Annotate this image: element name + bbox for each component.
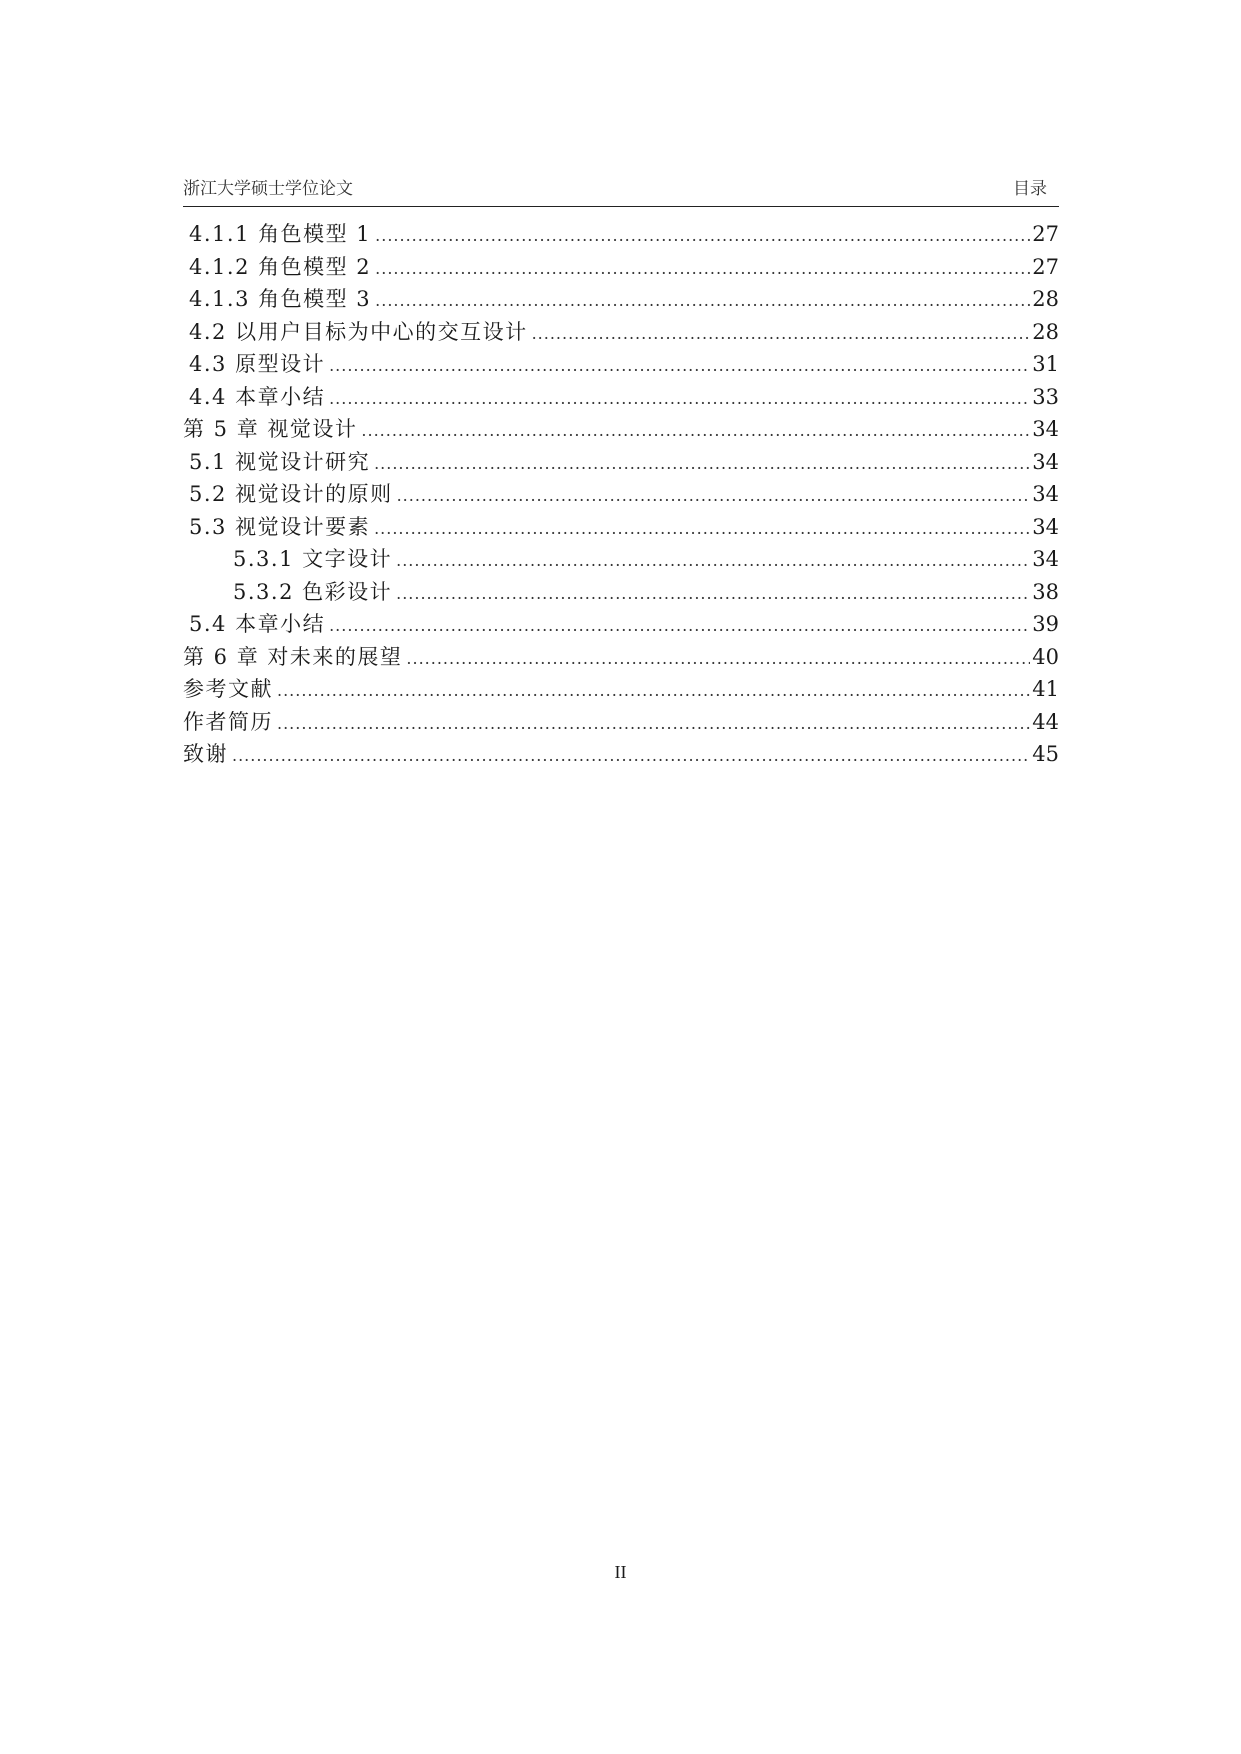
toc-entry-page: 27 <box>1032 222 1059 246</box>
toc-entry-title: 4.1.1 角色模型 1 <box>189 222 372 246</box>
toc-entry-page: 27 <box>1032 254 1059 279</box>
toc-entry-page: 34 <box>1032 514 1059 539</box>
toc-dot-leader <box>397 480 1031 513</box>
running-header <box>183 172 1059 207</box>
toc-entry-title: 5.2 视觉设计的原则 <box>189 482 393 506</box>
toc-entry[interactable] <box>183 511 1059 544</box>
toc-entry-page: 28 <box>1032 319 1059 344</box>
toc-entry[interactable] <box>183 348 1059 381</box>
toc-entry-page: 41 <box>1032 677 1059 701</box>
toc-entry-page: 45 <box>1032 742 1059 766</box>
toc-dot-leader <box>396 545 1030 578</box>
thesis-title-header: 浙江大学硕士学位论文 <box>183 179 353 199</box>
toc-dot-leader <box>374 448 1030 481</box>
toc-dot-leader <box>375 220 1030 253</box>
toc-entry-page: 34 <box>1032 449 1059 474</box>
toc-entry[interactable] <box>183 706 1059 739</box>
table-of-contents <box>183 218 1059 771</box>
toc-dot-leader <box>375 253 1030 286</box>
toc-dot-leader <box>329 350 1030 383</box>
toc-dot-leader <box>375 285 1030 318</box>
toc-entry[interactable] <box>183 283 1059 316</box>
toc-dot-leader <box>329 610 1030 643</box>
toc-entry-page: 31 <box>1032 352 1059 376</box>
toc-entry-title: 第 6 章 对未来的展望 <box>183 644 403 669</box>
toc-dot-leader <box>329 383 1030 416</box>
toc-entry-page: 38 <box>1032 579 1059 604</box>
toc-entry[interactable] <box>183 413 1059 446</box>
toc-entry[interactable] <box>183 446 1059 479</box>
toc-entry-title: 第 5 章 视觉设计 <box>183 417 358 441</box>
toc-dot-leader <box>374 513 1030 546</box>
toc-dot-leader <box>532 318 1031 351</box>
toc-entry-page: 44 <box>1032 709 1059 734</box>
toc-entry-title: 5.3.1 文字设计 <box>233 547 393 571</box>
toc-entry-page: 28 <box>1032 287 1059 311</box>
toc-entry-page: 34 <box>1032 482 1059 506</box>
toc-dot-leader <box>232 740 1030 773</box>
toc-entry[interactable] <box>183 251 1059 284</box>
section-title-header: 目录 <box>1013 179 1047 199</box>
toc-entry[interactable] <box>183 543 1059 576</box>
toc-entry[interactable] <box>183 316 1059 349</box>
toc-dot-leader <box>361 415 1030 448</box>
toc-entry-title: 4.1.2 角色模型 2 <box>189 254 372 279</box>
toc-entry-title: 致谢 <box>183 742 228 766</box>
toc-dot-leader <box>277 708 1030 741</box>
page-number: II <box>614 1562 627 1582</box>
toc-entry-title: 5.4 本章小结 <box>189 612 326 636</box>
toc-entry[interactable] <box>183 673 1059 706</box>
toc-entry-page: 40 <box>1032 644 1059 669</box>
toc-entry-title: 5.3.2 色彩设计 <box>233 579 393 604</box>
toc-entry[interactable] <box>183 381 1059 414</box>
toc-entry-title: 4.2 以用户目标为中心的交互设计 <box>189 319 528 344</box>
toc-dot-leader <box>406 643 1030 676</box>
toc-entry[interactable] <box>183 478 1059 511</box>
toc-entry-title: 4.1.3 角色模型 3 <box>189 287 372 311</box>
toc-entry-page: 39 <box>1032 612 1059 636</box>
toc-entry-title: 参考文献 <box>183 677 273 701</box>
toc-entry-title: 作者简历 <box>183 709 273 734</box>
toc-entry-page: 34 <box>1032 417 1059 441</box>
toc-entry[interactable] <box>183 576 1059 609</box>
toc-dot-leader <box>396 578 1030 611</box>
toc-entry[interactable] <box>183 738 1059 771</box>
toc-entry[interactable] <box>183 218 1059 251</box>
toc-entry-title: 4.3 原型设计 <box>189 352 326 376</box>
toc-entry-title: 4.4 本章小结 <box>189 384 326 409</box>
toc-entry[interactable] <box>183 608 1059 641</box>
toc-entry-title: 5.3 视觉设计要素 <box>189 514 371 539</box>
toc-entry-page: 34 <box>1032 547 1059 571</box>
toc-entry-page: 33 <box>1032 384 1059 409</box>
toc-entry[interactable] <box>183 641 1059 674</box>
toc-entry-title: 5.1 视觉设计研究 <box>189 449 371 474</box>
toc-dot-leader <box>277 675 1030 708</box>
